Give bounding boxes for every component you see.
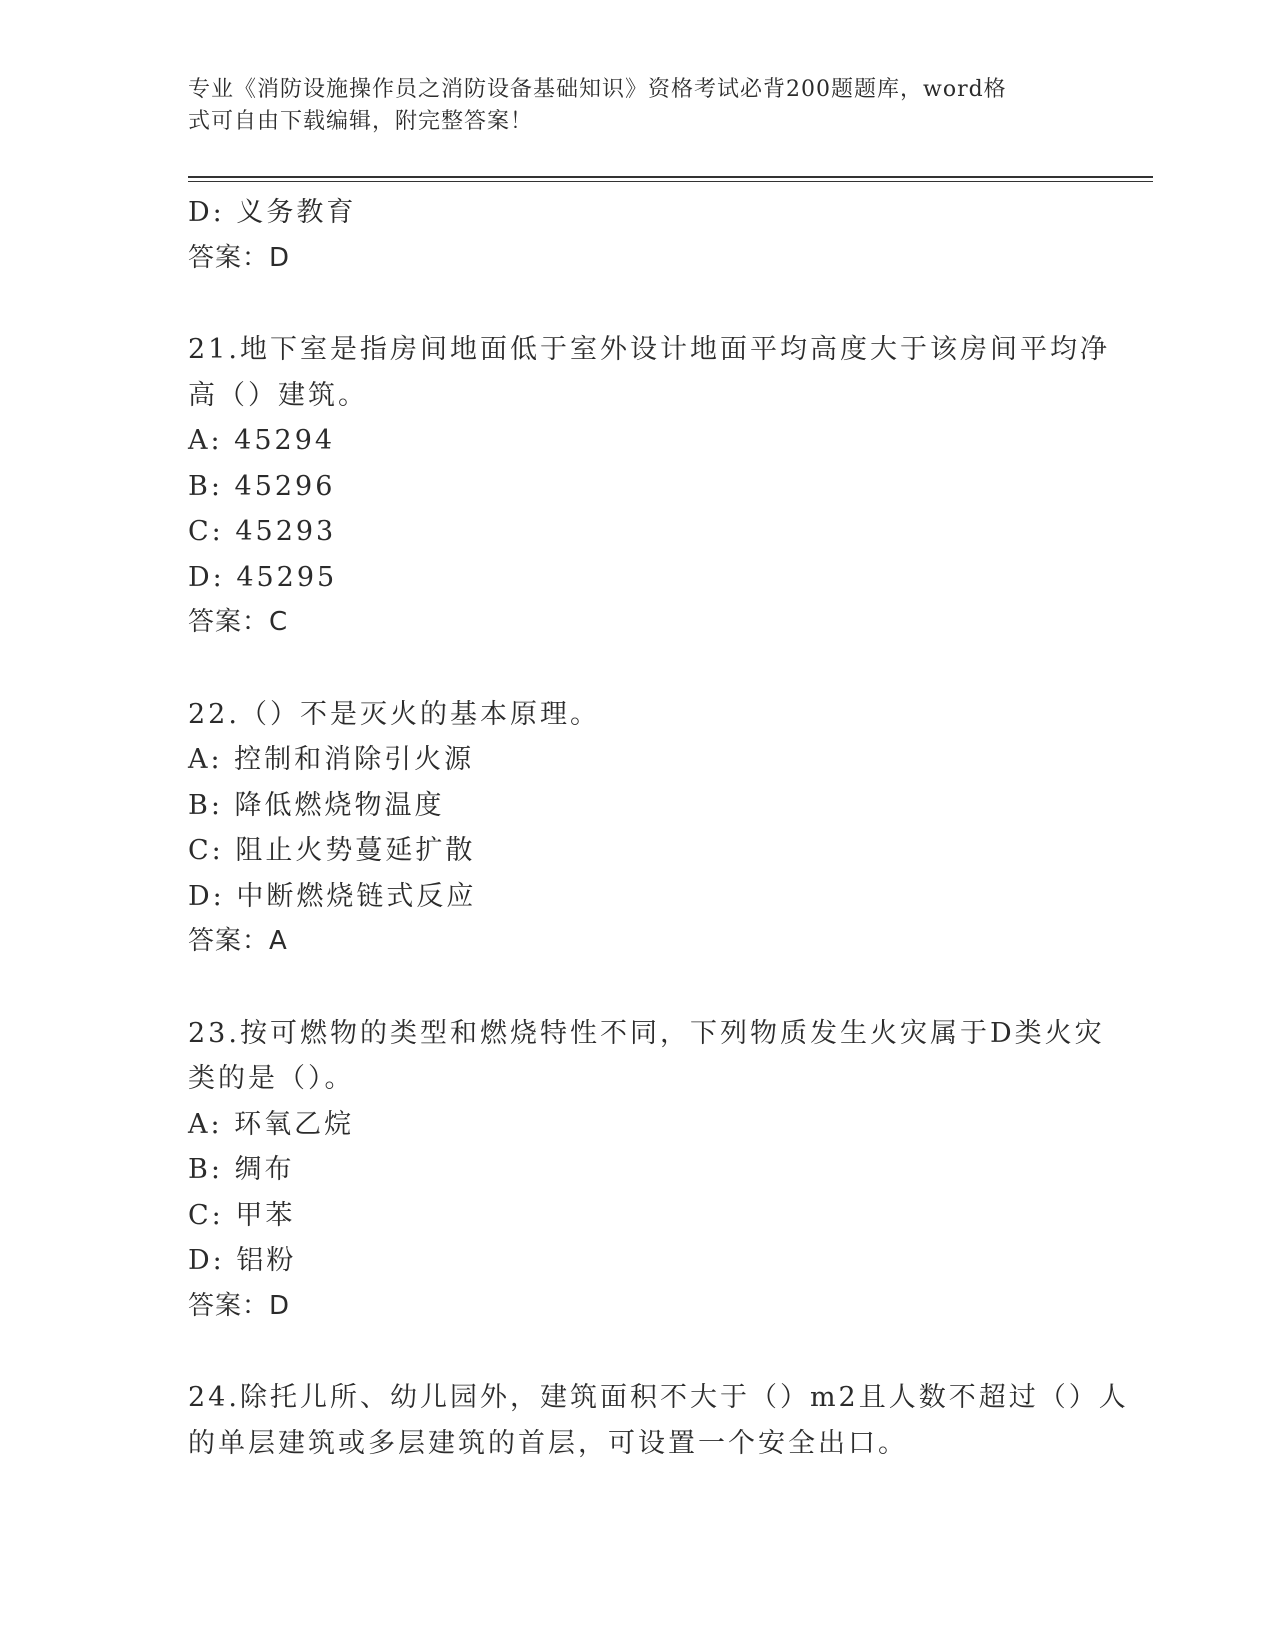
question-block-20 [188, 190, 1088, 281]
option-a: A: 环氧乙烷 [188, 1108, 355, 1140]
answer-line: 答案：C [188, 607, 289, 637]
spacer [188, 281, 1088, 327]
answer-line: 答案：D [188, 1290, 291, 1321]
spacer [188, 965, 1088, 1011]
question-list [188, 190, 1129, 1466]
question-text-line-1: 21.地下室是指房间地面低于室外设计地面平均高度大于该房间平均净 [188, 334, 1110, 365]
question-text-line-1: 24.除托儿所、幼儿园外，建筑面积不大于（）m2且人数不超过（）人 [188, 1382, 1129, 1413]
question-text-line-2: 高（）建筑。 [188, 379, 368, 411]
option-b: B: 绸布 [188, 1154, 295, 1185]
question-block-21 [188, 327, 1110, 646]
answer-line: 答案：D [188, 242, 291, 273]
header-title-line-2: 式可自由下载编辑，附完整答案！ [188, 109, 534, 134]
option-c: C: 甲苯 [188, 1199, 296, 1231]
header-divider-thin [188, 181, 1153, 182]
question-text-line-2: 类的是（）。 [188, 1063, 355, 1094]
header-divider-thick [188, 176, 1153, 178]
spacer [188, 646, 1088, 692]
option-d: D: 义务教育 [188, 197, 357, 228]
option-a: A: 45294 [188, 425, 336, 456]
question-text-line-2: 的单层建筑或多层建筑的首层，可设置一个安全出口。 [188, 1427, 908, 1459]
option-c: C: 阻止火势蔓延扩散 [188, 835, 476, 866]
option-b: B: 降低燃烧物温度 [188, 789, 445, 821]
question-block-22 [188, 692, 1088, 965]
option-d: D: 铝粉 [188, 1245, 297, 1276]
option-d: D: 45295 [188, 561, 338, 593]
document-header [188, 74, 1088, 138]
answer-line: 答案：A [188, 926, 288, 956]
question-block-24 [188, 1375, 1129, 1466]
question-text-line-1: 23.按可燃物的类型和燃烧特性不同，下列物质发生火灾属于D类火灾 [188, 1017, 1105, 1049]
spacer [188, 1329, 1088, 1375]
option-a: A: 控制和消除引火源 [188, 744, 475, 775]
question-block-23 [188, 1011, 1105, 1330]
header-title-line-1: 专业《消防设施操作员之消防设备基础知识》资格考试必背200题题库，word格 [188, 77, 1007, 102]
option-c: C: 45293 [188, 516, 337, 547]
option-b: B: 45296 [188, 470, 336, 502]
option-d: D: 中断燃烧链式反应 [188, 880, 477, 912]
question-text-line-1: 22.（）不是灭火的基本原理。 [188, 698, 600, 730]
